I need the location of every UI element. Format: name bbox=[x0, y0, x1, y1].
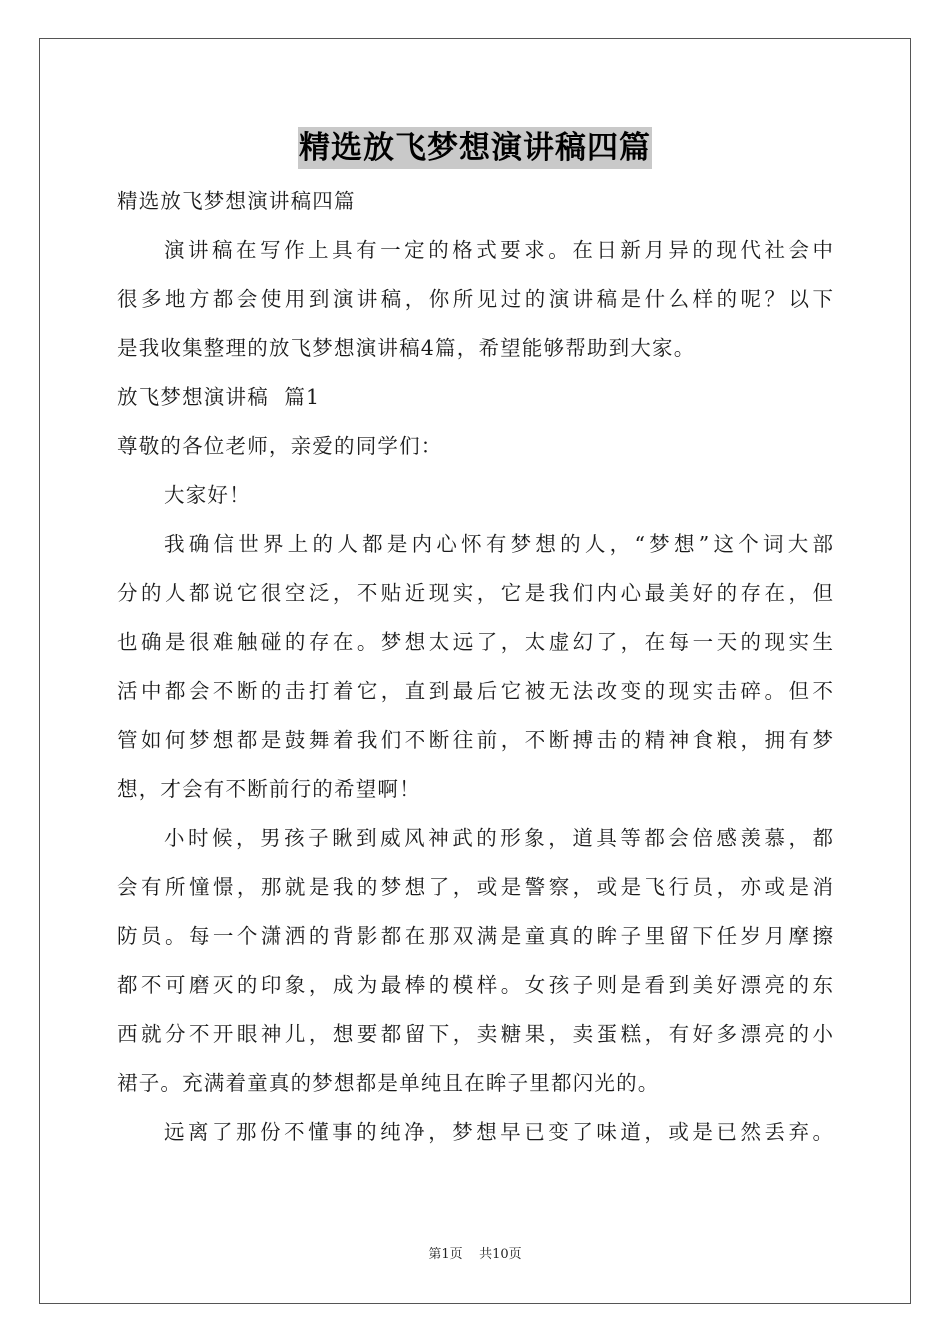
document-body bbox=[117, 177, 833, 1157]
title-container bbox=[0, 127, 950, 169]
paragraph-line: 想，才会有不断前行的希望啊！ bbox=[117, 777, 421, 801]
paragraph-line: 是我收集整理的放飞梦想演讲稿4篇，希望能够帮助到大家。 bbox=[117, 336, 696, 360]
paragraph-line: 演讲稿在写作上具有一定的格式要求。在日新月异的现代社会中 bbox=[164, 238, 833, 262]
paragraph-line: 远离了那份不懂事的纯净，梦想早已变了味道，或是已然丢弃。 bbox=[164, 1120, 833, 1144]
section-heading: 放飞梦想演讲稿 篇1 bbox=[117, 385, 321, 409]
paragraph-line: 防员。每一个潇洒的背影都在那双满是童真的眸子里留下任岁月摩擦 bbox=[117, 924, 833, 948]
greeting-line: 大家好！ bbox=[164, 483, 251, 507]
paragraph-line: 很多地方都会使用到演讲稿，你所见过的演讲稿是什么样的呢？以下 bbox=[117, 287, 833, 311]
paragraph-line: 分的人都说它很空泛，不贴近现实，它是我们内心最美好的存在，但 bbox=[117, 581, 833, 605]
page-number: 第1页 bbox=[428, 1247, 463, 1262]
document-title: 精选放飞梦想演讲稿四篇 bbox=[298, 127, 652, 169]
paragraph-line: 我确信世界上的人都是内心怀有梦想的人，“梦想”这个词大部 bbox=[164, 532, 833, 556]
page-footer bbox=[0, 1246, 950, 1264]
salutation-line: 尊敬的各位老师，亲爱的同学们： bbox=[117, 434, 443, 458]
paragraph-line: 管如何梦想都是鼓舞着我们不断往前，不断搏击的精神食粮，拥有梦 bbox=[117, 728, 833, 752]
paragraph-line: 都不可磨灭的印象，成为最棒的模样。女孩子则是看到美好漂亮的东 bbox=[117, 973, 833, 997]
paragraph-line: 裙子。充满着童真的梦想都是单纯且在眸子里都闪光的。 bbox=[117, 1071, 660, 1095]
paragraph-line: 也确是很难触碰的存在。梦想太远了，太虚幻了，在每一天的现实生 bbox=[117, 630, 833, 654]
total-pages: 共10页 bbox=[479, 1247, 522, 1262]
paragraph-line: 会有所憧憬，那就是我的梦想了，或是警察，或是飞行员，亦或是消 bbox=[117, 875, 833, 899]
paragraph-line: 活中都会不断的击打着它，直到最后它被无法改变的现实击碎。但不 bbox=[117, 679, 833, 703]
subtitle-line: 精选放飞梦想演讲稿四篇 bbox=[117, 189, 356, 213]
paragraph-line: 西就分不开眼神儿，想要都留下，卖糖果，卖蛋糕，有好多漂亮的小 bbox=[117, 1022, 833, 1046]
paragraph-line: 小时候，男孩子瞅到威风神武的形象，道具等都会倍感羡慕，都 bbox=[164, 826, 833, 850]
